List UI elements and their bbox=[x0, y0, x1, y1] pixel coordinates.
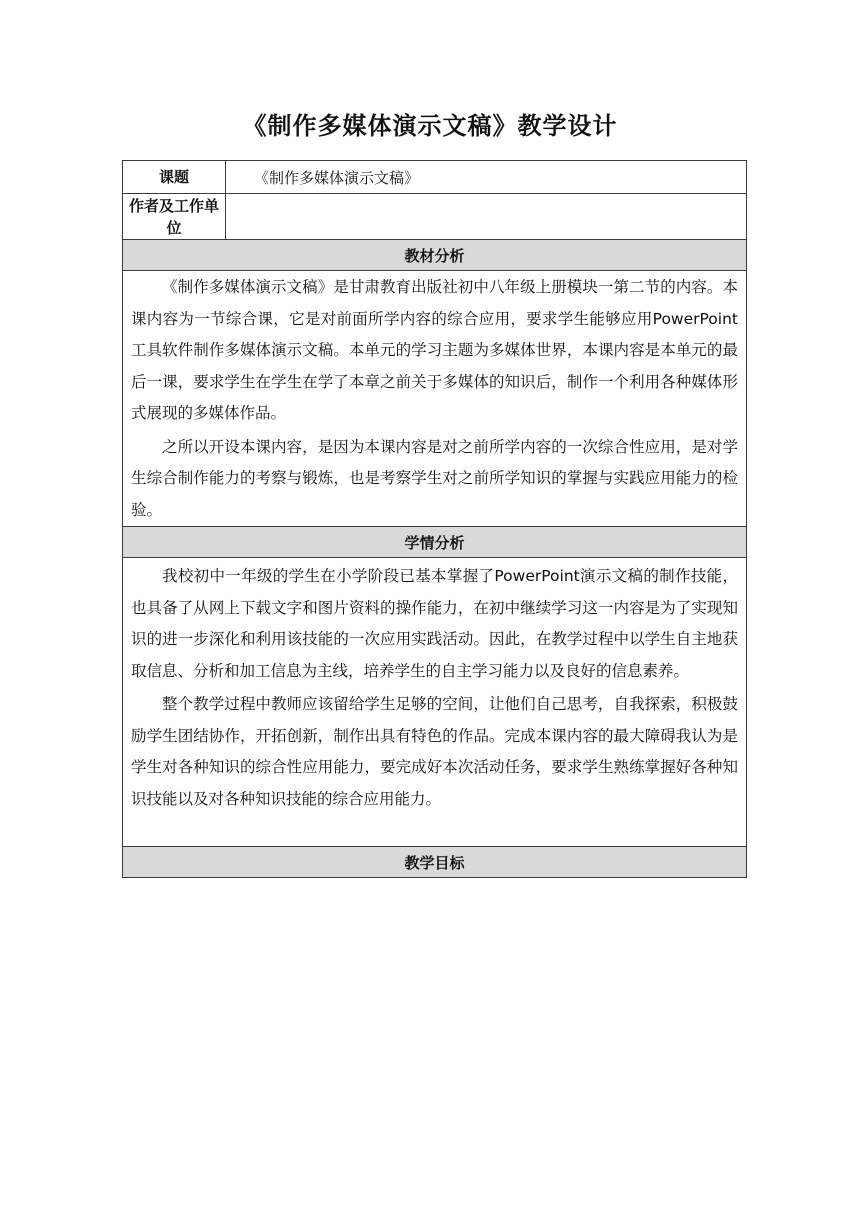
paragraph: 整个教学过程中教师应该留给学生足够的空间，让他们自己思考，自我探索，积极鼓励学生团结协作，开拓创新，制作出具有特色的作品。完成本课内容的最大障碍我认为是学生对各种知识的综合性应用能力，要完成好本次活动任务，要求学生熟练掌握好各种知识技能以及对各种知识技能的综合应用能力。 bbox=[131, 695, 738, 808]
document-title: 《制作多媒体演示文稿》教学设计 bbox=[242, 112, 618, 140]
topic-label: 课题 bbox=[123, 161, 226, 194]
section-body-cell bbox=[123, 271, 747, 527]
section-header-teaching-objectives bbox=[123, 847, 747, 878]
topic-row bbox=[123, 161, 747, 194]
paragraph: 《制作多媒体演示文稿》是甘肃教育出版社初中八年级上册模块一第二节的内容。本课内容为一节综合课，它是对前面所学内容的综合应用，要求学生能够应用PowerPoint工具软件制作多媒体演示文稿。本单元的学习主题为多媒体世界，本课内容是本单元的最后一课，要求学生在学生在学了本章之前关于多媒体的知识后，制作一个利用各种媒体形式展现的多媒体作品。 bbox=[131, 278, 738, 422]
topic-value: 《制作多媒体演示文稿》 bbox=[226, 161, 747, 194]
section-body-textbook-analysis bbox=[123, 271, 747, 527]
paragraph: 我校初中一年级的学生在小学阶段已基本掌握了PowerPoint演示文稿的制作技能，也具备了从网上下载文字和图片资料的操作能力，在初中继续学习这一内容是为了实现知识的进一步深化和利用该技能的一次应用实践活动。因此，在教学过程中以学生自主地获取信息、分析和加工信息为主线，培养学生的自主学习能力以及良好的信息素养。 bbox=[131, 567, 738, 680]
section-heading: 教学目标 bbox=[123, 847, 747, 878]
section-heading: 教材分析 bbox=[123, 240, 747, 271]
section-body-cell bbox=[123, 558, 747, 847]
section-header-student-analysis bbox=[123, 527, 747, 558]
section-header-textbook-analysis bbox=[123, 240, 747, 271]
section-body-student-analysis bbox=[123, 558, 747, 847]
paragraph: 之所以开设本课内容，是因为本课内容是对之前所学内容的一次综合性应用，是对学生综合制作能力的考察与锻炼，也是考察学生对之前所学知识的掌握与实践应用能力的检验。 bbox=[131, 437, 738, 519]
lesson-plan-table bbox=[122, 160, 747, 878]
author-label: 作者及工作单位 bbox=[123, 194, 226, 240]
section-heading: 学情分析 bbox=[123, 527, 747, 558]
author-value bbox=[226, 194, 747, 240]
author-row bbox=[123, 194, 747, 240]
